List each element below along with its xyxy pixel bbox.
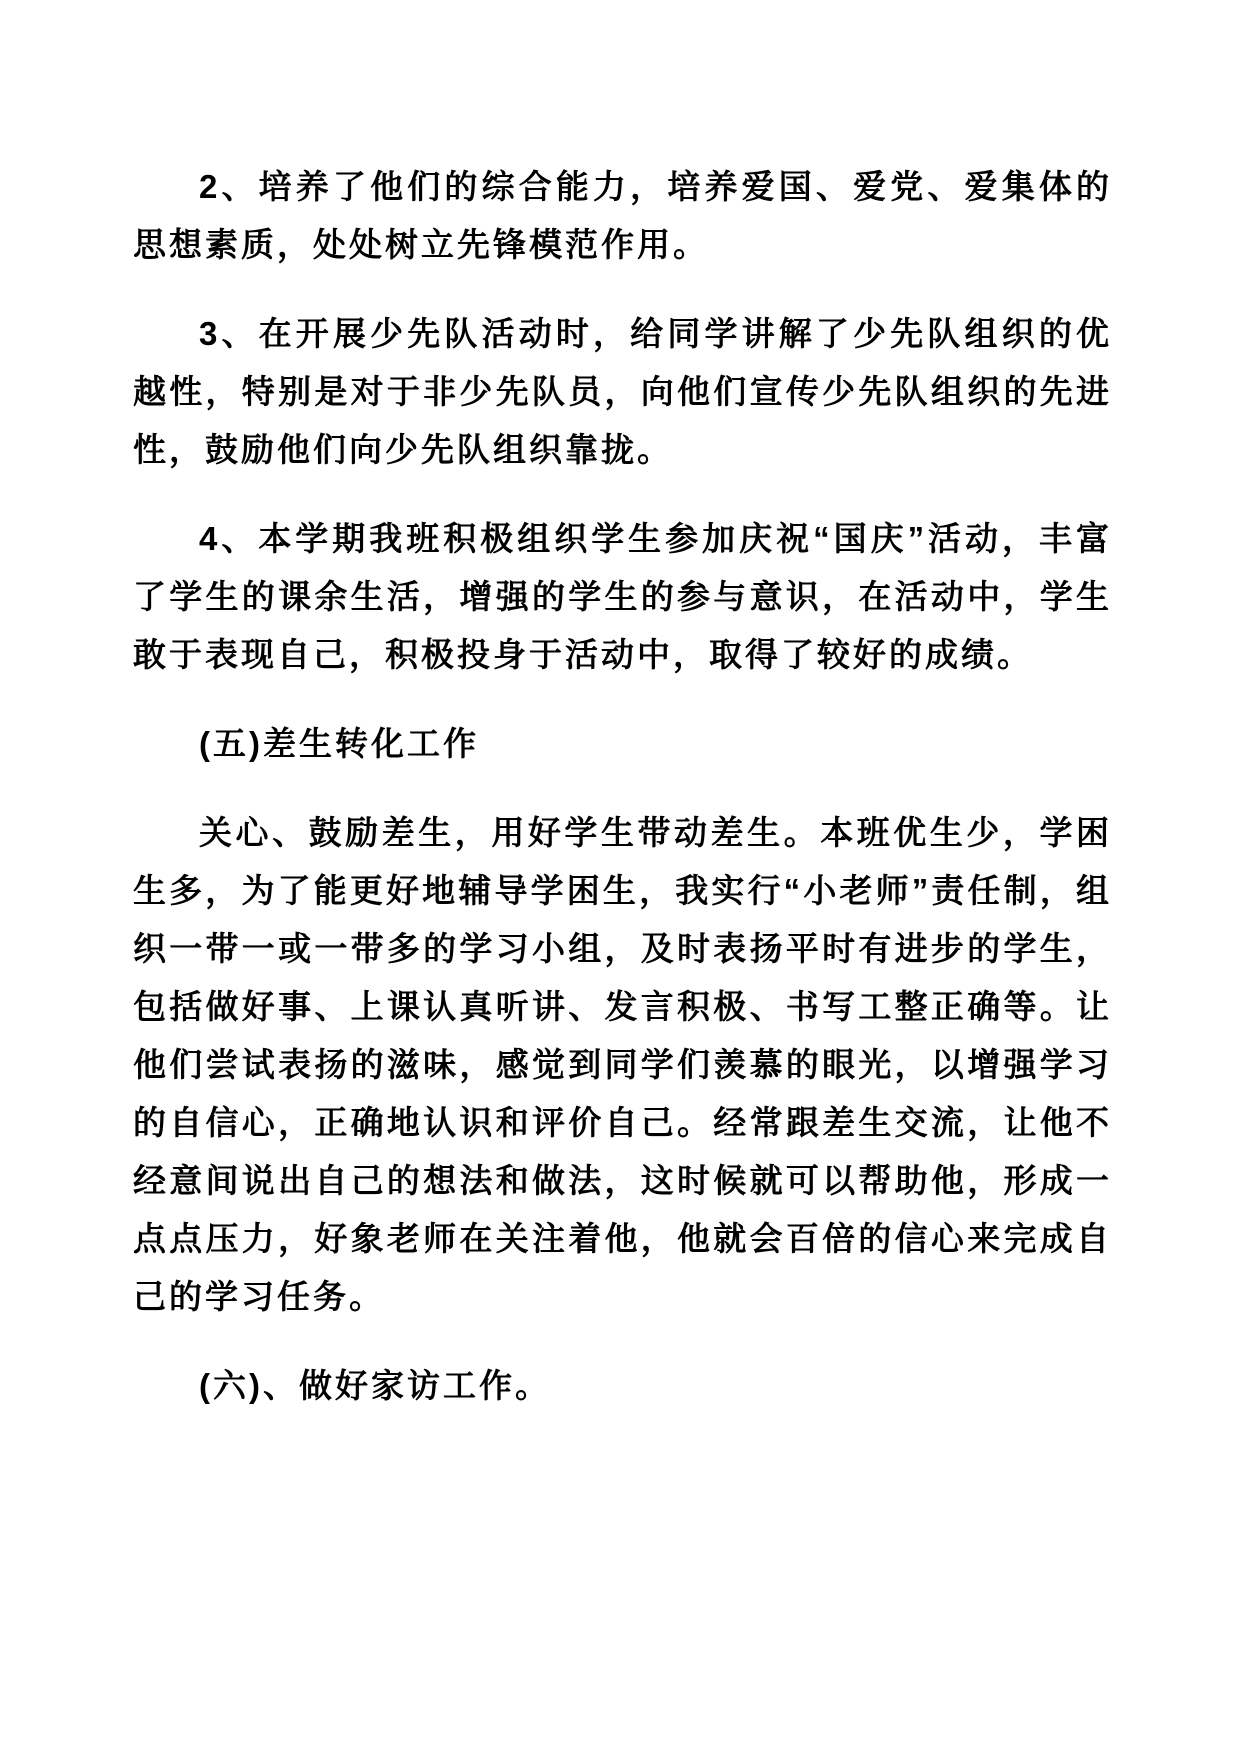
section-heading-underachiever-transformation: (五)差生转化工作 (199, 725, 479, 762)
section-heading-home-visits: (六)、做好家访工作。 (199, 1367, 551, 1404)
paragraph-underachiever-transformation-body: 关心、鼓励差生，用好学生带动差生。本班优生少，学困生多，为了能更好地辅导学困生，我实行“小老师”责任制，组织一带一或一带多的学习小组，及时表扬平时有进步的学生，包括做好事、上课认真听讲、发言积极、书写工整正确等。让他们尝试表扬的滋味，感觉到同学们羡慕的眼光，以增强学习的自信心，正确地认识和评价自己。经常跟差生交流，让他不经意间说出自己的想法和做法，这时候就可以帮助他，形成一点点压力，好象老师在关注着他，他就会百倍的信心来完成自己的学习任务。 (133, 814, 1112, 1315)
paragraph-young-pioneers-activity: 3、在开展少先队活动时，给同学讲解了少先队组织的优越性，特别是对于非少先队员，向他们宣传少先队组织的先进性，鼓励他们向少先队组织靠拢。 (133, 315, 1112, 468)
paragraph-comprehensive-ability: 2、培养了他们的综合能力，培养爱国、爱党、爱集体的思想素质，处处树立先锋模范作用。 (133, 168, 1112, 263)
paragraph-national-day-activity: 4、本学期我班积极组织学生参加庆祝“国庆”活动，丰富了学生的课余生活，增强的学生的参与意识，在活动中，学生敢于表现自己，积极投身于活动中，取得了较好的成绩。 (133, 520, 1112, 673)
